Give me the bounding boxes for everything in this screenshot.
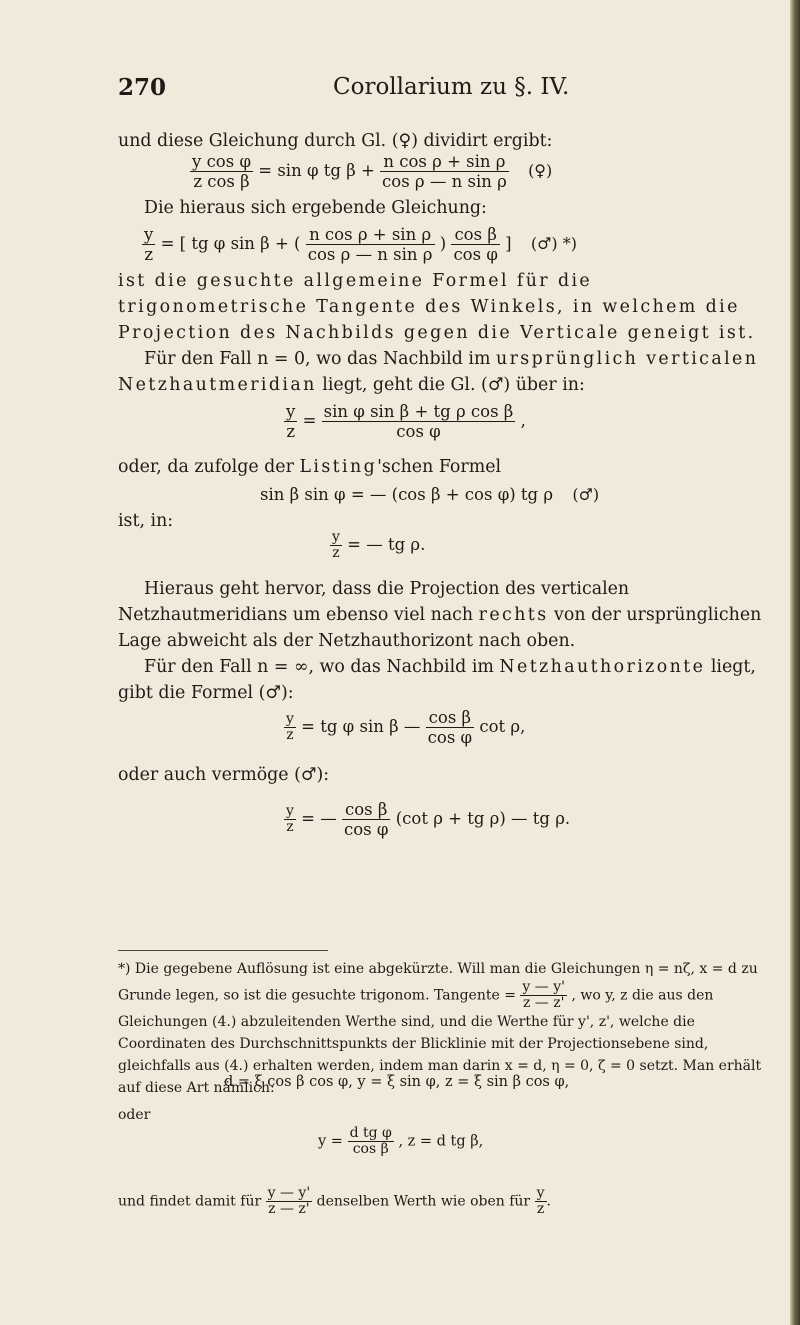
eq4-text: sin β sin φ = — (cos β + cos φ) tg ρ xyxy=(260,485,554,504)
eq2-cos-den: cos φ xyxy=(453,245,498,264)
f3-num: y — y' xyxy=(267,1185,311,1201)
footnote-final-line xyxy=(118,1186,770,1217)
footnote-f1-tail: , wo y, z die aus den Gleichungen (4.) abzuleitenden Werthe sind, und die Werthe für y', z', welche die Coordinaten des Durchschnittspunkts der Blicklinie mit der Projectionsebene sind, gleichfalls aus (4.) erhalten werden, indem man darin x = d, η = 0, ζ = 0 setzt. Man erhält auf diese Art nämlich: xyxy=(118,987,762,1096)
eq7-lhs-den: z xyxy=(286,819,294,835)
eq6-lhs-fraction xyxy=(284,712,296,743)
f3-num2: y xyxy=(536,1185,545,1201)
equation-6 xyxy=(284,708,525,747)
eq6-lhs-num: y xyxy=(286,711,294,727)
eqB-post: , z = d tg β, xyxy=(398,1133,484,1150)
eq1-rhs-den: cos ρ — n sin ρ xyxy=(382,172,507,191)
p7-b: rechts xyxy=(478,605,549,625)
p4-a: Für den Fall n = 0, wo das Nachbild im xyxy=(144,349,496,369)
paragraph-5 xyxy=(118,454,770,480)
footnote-rule xyxy=(118,950,328,951)
eq1-tag: (♀) xyxy=(528,161,553,180)
footnote-oder: oder xyxy=(118,1107,151,1123)
f3-a: und findet damit für xyxy=(118,1193,262,1210)
paragraph-8 xyxy=(118,654,770,706)
eq1-lhs-num: y cos φ xyxy=(192,152,252,171)
eq2-open: = [ tg φ sin β + ( xyxy=(160,234,301,253)
book-spine-edge xyxy=(790,0,800,1325)
footnote-f1: *) Die gegebene Auflösung ist eine abgekürzte. Will man die Gleichungen η = nζ, x = d zu Grunde legen, so ist die gesuchte trigonom. Tangente = xyxy=(118,961,758,1004)
equation-listing xyxy=(260,485,599,504)
paragraph-7 xyxy=(118,576,770,654)
eq2-inner-fraction xyxy=(306,225,435,264)
f3-den2: z xyxy=(536,1201,545,1217)
eqB-pre: y = xyxy=(318,1133,343,1150)
p4-b: ursprünglich verticalen Netzhautmeridian xyxy=(118,349,759,395)
eqB-num: d tg φ xyxy=(349,1125,392,1141)
eq3-rhs-fraction xyxy=(322,402,516,441)
f3-fraction-1 xyxy=(266,1186,313,1217)
paragraph-9: oder auch vermöge (♂): xyxy=(118,765,330,785)
eq3-lhs-fraction xyxy=(284,402,297,441)
footnote-equation-a: d = ξ cos β cos φ, y = ξ sin φ, z = ξ sin β cos φ, xyxy=(224,1074,570,1090)
eq3-lhs-den: z xyxy=(286,422,296,441)
eq3-eq: = xyxy=(302,411,317,430)
eq2-tag: (♂) *) xyxy=(530,234,577,253)
page-header xyxy=(118,74,768,106)
eq5-lhs-den: z xyxy=(332,545,340,561)
eq5-lhs-fraction xyxy=(330,530,342,561)
eq6-cos-den: cos φ xyxy=(427,728,473,747)
eq2-inner-den: cos ρ — n sin ρ xyxy=(307,245,433,264)
p8-a: Für den Fall n = ∞, wo das Nachbild im xyxy=(144,657,500,677)
eqB-fraction xyxy=(348,1126,394,1157)
paragraph-1: und diese Gleichung durch Gl. (♀) dividirt ergibt: xyxy=(118,131,553,151)
eq7-cos-den: cos φ xyxy=(344,820,389,839)
eq3-lhs-num: y xyxy=(286,402,296,421)
eq3-rhs-num: sin φ sin β + tg ρ cos β xyxy=(323,402,514,421)
equation-mars xyxy=(142,225,577,264)
eq7-cos-fraction xyxy=(342,800,390,839)
f3-den: z — z' xyxy=(268,1201,310,1217)
eq3-trail: , xyxy=(520,411,526,430)
f3-fraction-2 xyxy=(535,1186,547,1217)
footnote-equation-b xyxy=(318,1126,483,1157)
p5-c: 'schen Formel xyxy=(377,457,502,477)
equation-3 xyxy=(284,402,526,441)
p7-c: von der ursprünglichen Lage abweicht als der Netzhauthorizont nach oben. xyxy=(118,605,762,651)
eq2-lhs-num: y xyxy=(144,225,154,244)
eq7-cos-num: cos β xyxy=(342,800,390,820)
f3-c: . xyxy=(546,1193,551,1210)
p4-c: liegt, geht die Gl. (♂) über in: xyxy=(316,375,585,395)
eq5-lhs-num: y xyxy=(332,529,340,545)
eq2-lhs-fraction xyxy=(142,225,155,264)
eq7-lhs-num: y xyxy=(286,803,294,819)
equation-5 xyxy=(330,530,425,561)
paragraph-4 xyxy=(118,346,770,398)
eq7-trail: (cot ρ + tg ρ) — tg ρ. xyxy=(395,809,571,828)
eq1-lhs-den: z cos β xyxy=(193,172,250,191)
eq1-rhs-num: n cos ρ + sin ρ xyxy=(380,152,509,172)
footnote-frac1-den: z — z' xyxy=(522,995,565,1011)
footnote-frac-1 xyxy=(520,980,567,1011)
eq6-trail: cot ρ, xyxy=(479,717,526,736)
p7-a: Hieraus geht hervor, dass die Projection des verticalen Netzhautmeridians um ebenso viel nach xyxy=(118,579,630,625)
p8-b: Netzhauthorizonte xyxy=(499,657,706,677)
eq5-rhs: = — tg ρ. xyxy=(347,535,426,554)
f3-b: denselben Werth wie oben für xyxy=(316,1193,531,1210)
p5-a: oder, da zufolge der xyxy=(118,457,300,477)
eq4-tag: (♂) xyxy=(572,485,600,504)
paragraph-6: ist, in: xyxy=(118,511,174,531)
eq7-mid: = — xyxy=(301,809,337,828)
eq2-close: ] xyxy=(505,234,512,253)
eq3-rhs-den: cos φ xyxy=(396,422,441,441)
eq6-mid: = tg φ sin β — xyxy=(301,717,421,736)
p5-b: Listing xyxy=(299,457,378,477)
eq2-inner-num: n cos ρ + sin ρ xyxy=(306,225,435,245)
paragraph-2: Die hieraus sich ergebende Gleichung: xyxy=(144,198,487,218)
eq2-close-paren: ) xyxy=(439,234,447,253)
eq2-lhs-den: z xyxy=(144,245,154,264)
eq7-lhs-fraction xyxy=(284,804,296,835)
page-number: 270 xyxy=(118,74,167,101)
eq2-cos-fraction xyxy=(451,225,499,264)
eq6-lhs-den: z xyxy=(286,727,294,743)
eq1-mid: = sin φ tg β + xyxy=(258,161,375,180)
footnote-frac1-num: y — y' xyxy=(522,979,565,995)
eq1-rhs-fraction xyxy=(380,152,509,191)
eqB-den: cos β xyxy=(352,1141,389,1157)
p8-c: liegt, gibt die Formel (♂): xyxy=(118,657,756,703)
running-title: Corollarium zu §. IV. xyxy=(333,74,570,100)
paragraph-3: ist die gesuchte allgemeine Formel für die trigonometrische Tangente des Winkels, in welchem die Projection des Nachbilds gegen die Verticale geneigt ist. xyxy=(118,271,756,343)
eq1-lhs-fraction xyxy=(190,152,253,191)
equation-7 xyxy=(284,800,570,839)
eq2-cos-num: cos β xyxy=(451,225,499,245)
equation-venus xyxy=(190,152,552,191)
eq6-cos-fraction xyxy=(426,708,474,747)
eq6-cos-num: cos β xyxy=(426,708,474,728)
